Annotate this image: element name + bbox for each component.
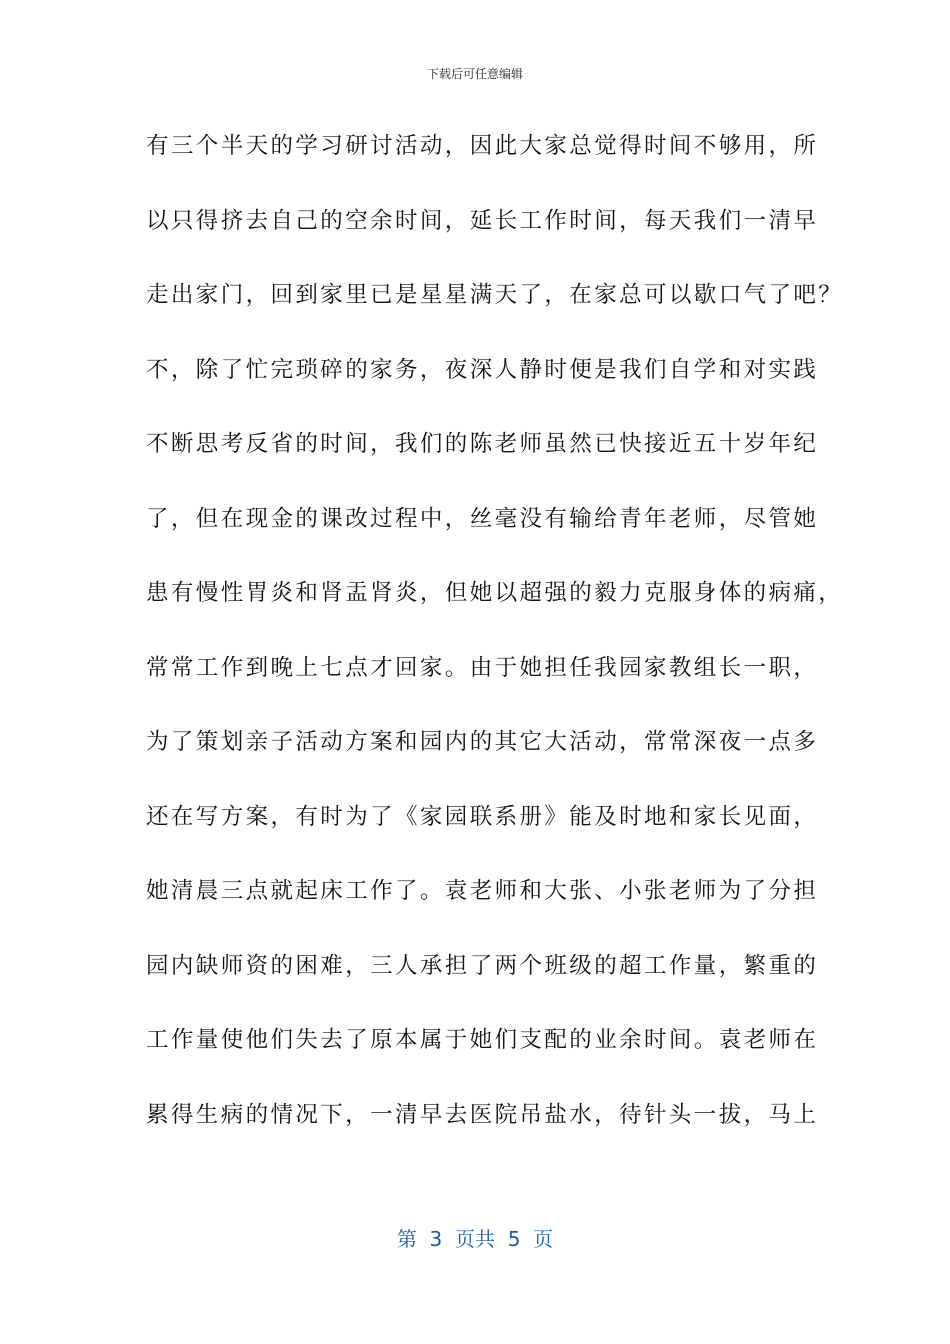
text-line: 以只得挤去自己的空余时间，延长工作时间，每天我们一清早 (146, 207, 819, 234)
page-header: 下载后可任意编辑 (426, 67, 523, 81)
page-number-footer: 第 3 页共 5 页 (396, 1227, 554, 1251)
text-line: 不断思考反省的时间，我们的陈老师虽然已快接近五十岁年纪 (146, 431, 819, 457)
text-line: 工作量使他们失去了原本属于她们支配的业余时间。袁老师在 (146, 1027, 819, 1053)
text-line: 患有慢性胃炎和肾盂肾炎，但她以超强的毅力克服身体的病痛， (146, 580, 844, 606)
text-line: 还在写方案，有时为了《家园联系册》能及时地和家长见面， (146, 803, 819, 830)
text-line: 她清晨三点就起床工作了。袁老师和大张、小张老师为了分担 (146, 878, 819, 904)
text-line: 了，但在现金的课改过程中，丝毫没有输给青年老师，尽管她 (146, 505, 819, 532)
body-text (146, 125, 844, 1168)
text-line: 常常工作到晚上七点才回家。由于她担任我园家教组长一职， (146, 654, 819, 681)
text-line: 为了策划亲子活动方案和园内的其它大活动，常常深夜一点多 (146, 729, 819, 755)
text-line: 走出家门，回到家里已是星星满天了，在家总可以歇口气了吧？ (146, 282, 844, 308)
text-line: 累得生病的情况下，一清早去医院吊盐水，待针头一拔，马上 (146, 1101, 819, 1128)
text-line: 不，除了忙完琐碎的家务，夜深人静时便是我们自学和对实践 (146, 356, 819, 383)
text-line: 园内缺师资的困难，三人承担了两个班级的超工作量，繁重的 (146, 952, 819, 979)
text-line: 有三个半天的学习研讨活动，因此大家总觉得时间不够用，所 (146, 133, 819, 159)
